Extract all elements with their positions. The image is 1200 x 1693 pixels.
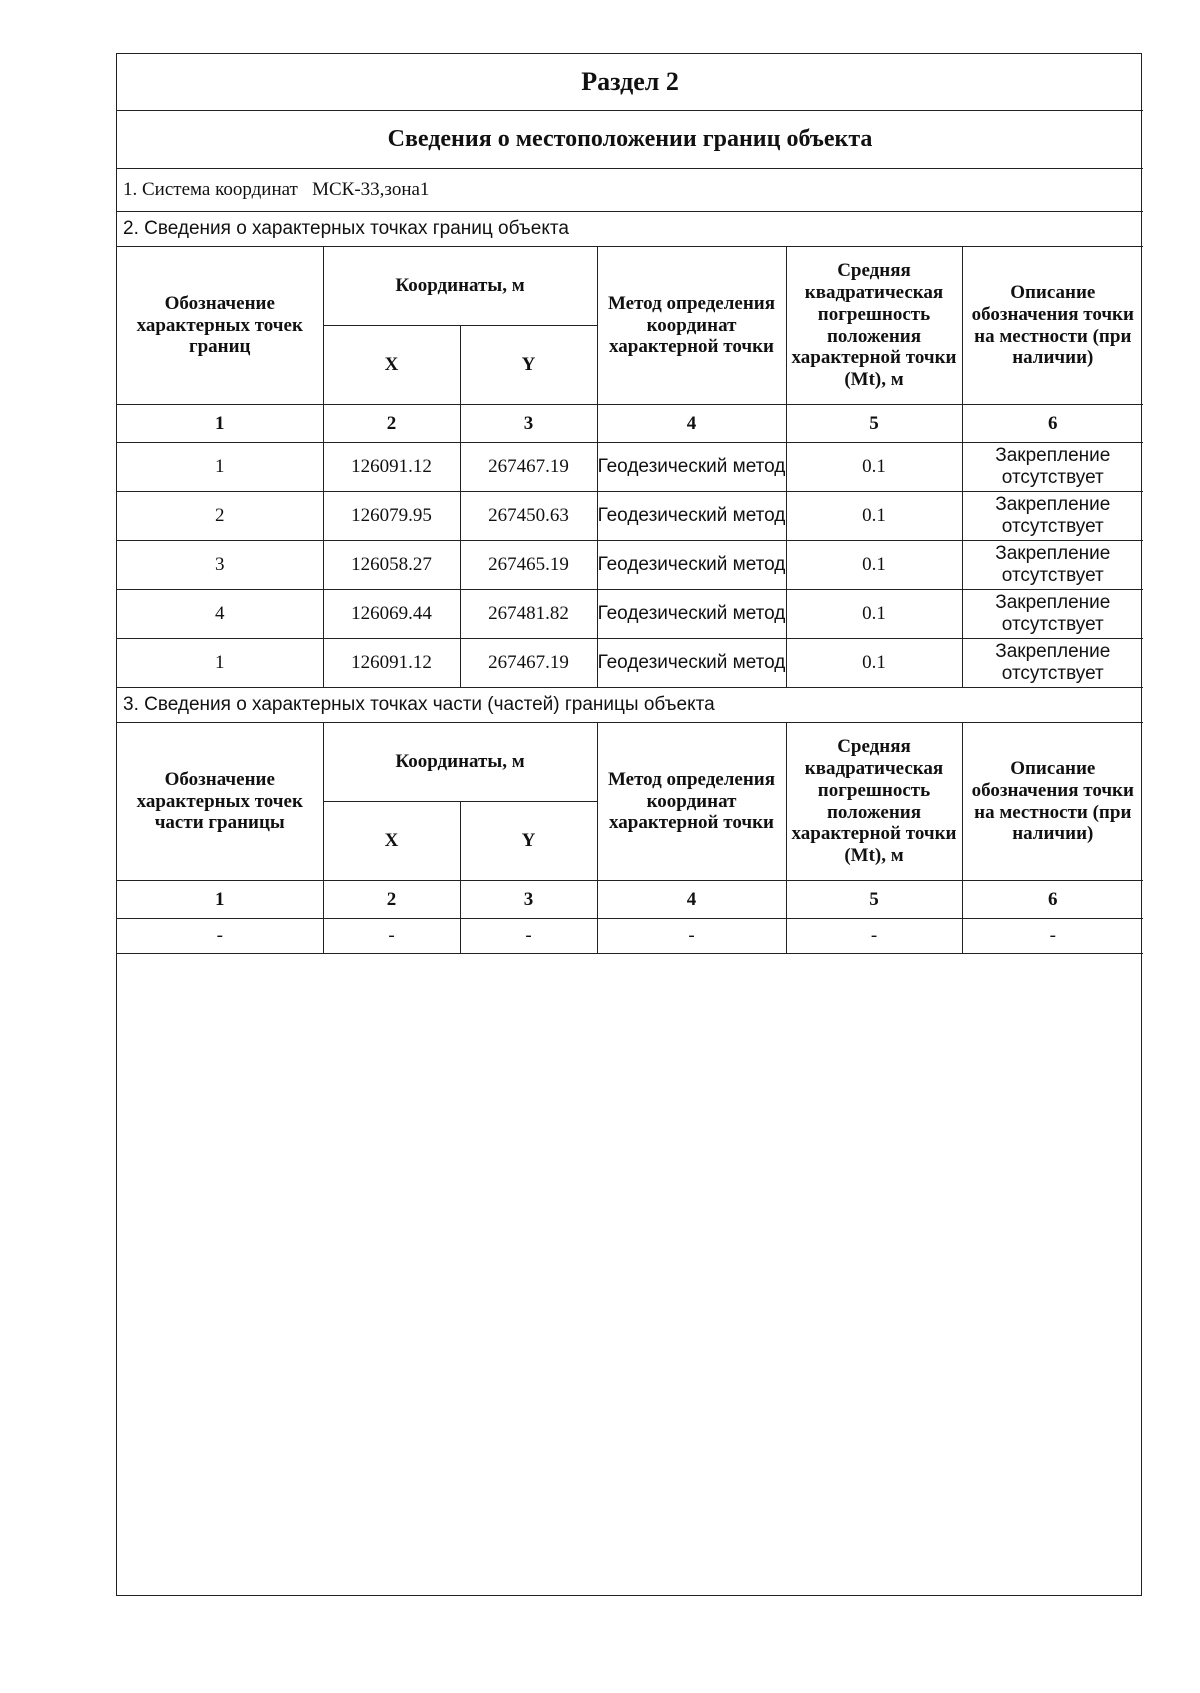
coord-system-label: 1. Система координат [123,179,298,201]
point-description: Закрепление отсутствует [962,492,1143,541]
point-error: 0.1 [786,590,962,639]
table-row [117,541,1143,590]
header-x: X [323,802,460,881]
parts-section-heading: 3. Сведения о характерных точках части (частей) границы объекта [117,688,1143,723]
point-method: Геодезический метод [597,590,786,639]
header-designation: Обозначение характерных точек границ [117,247,323,405]
column-number: 2 [323,405,460,443]
boundary-table [117,54,1143,954]
point-x: 126091.12 [323,639,460,688]
point-y: 267450.63 [460,492,597,541]
table-row [117,590,1143,639]
coord-system-value: МСК-33,зона1 [312,179,430,201]
point-description: Закрепление отсутствует [962,590,1143,639]
point-description: Закрепление отсутствует [962,541,1143,590]
point-id: 1 [117,443,323,492]
column-number: 5 [786,405,962,443]
point-x: 126058.27 [323,541,460,590]
header-x: X [323,326,460,405]
column-number: 2 [323,881,460,919]
table-row [117,443,1143,492]
section-title: Раздел 2 [117,54,1143,111]
column-number: 3 [460,405,597,443]
document-subtitle: Сведения о местоположении границ объекта [117,111,1143,169]
header-error: Средняя квадратическая погрешность положения характерной точки (Mt), м [786,247,962,405]
column-number: 4 [597,881,786,919]
column-number: 1 [117,405,323,443]
header-method: Метод определения координат характерной точки [597,247,786,405]
table-row [117,639,1143,688]
column-number: 6 [962,881,1143,919]
point-id: 1 [117,639,323,688]
point-description: Закрепление отсутствует [962,443,1143,492]
header-coordinates: Координаты, м [323,247,597,326]
document-page [116,53,1142,1596]
point-y: 267481.82 [460,590,597,639]
column-number: 1 [117,881,323,919]
header-coordinates: Координаты, м [323,723,597,802]
coord-system-line [117,169,1143,212]
table-row [117,919,1143,954]
point-x: 126079.95 [323,492,460,541]
point-error: 0.1 [786,492,962,541]
point-y: 267467.19 [460,639,597,688]
part-y: - [460,919,597,954]
point-y: 267467.19 [460,443,597,492]
column-number: 4 [597,405,786,443]
point-id: 3 [117,541,323,590]
part-method: - [597,919,786,954]
point-method: Геодезический метод [597,541,786,590]
point-method: Геодезический метод [597,443,786,492]
header-description: Описание обозначения точки на местности (при наличии) [962,723,1143,881]
table-row [117,492,1143,541]
header-description: Описание обозначения точки на местности (при наличии) [962,247,1143,405]
point-error: 0.1 [786,443,962,492]
point-error: 0.1 [786,639,962,688]
column-number: 5 [786,881,962,919]
column-number: 6 [962,405,1143,443]
point-method: Геодезический метод [597,639,786,688]
header-designation: Обозначение характерных точек части границы [117,723,323,881]
point-id: 4 [117,590,323,639]
header-method: Метод определения координат характерной точки [597,723,786,881]
part-id: - [117,919,323,954]
point-x: 126069.44 [323,590,460,639]
point-method: Геодезический метод [597,492,786,541]
part-error: - [786,919,962,954]
point-y: 267465.19 [460,541,597,590]
header-y: Y [460,326,597,405]
point-description: Закрепление отсутствует [962,639,1143,688]
header-error: Средняя квадратическая погрешность положения характерной точки (Mt), м [786,723,962,881]
points-section-heading: 2. Сведения о характерных точках границ объекта [117,212,1143,247]
header-y: Y [460,802,597,881]
part-x: - [323,919,460,954]
point-x: 126091.12 [323,443,460,492]
point-id: 2 [117,492,323,541]
point-error: 0.1 [786,541,962,590]
column-number: 3 [460,881,597,919]
part-description: - [962,919,1143,954]
